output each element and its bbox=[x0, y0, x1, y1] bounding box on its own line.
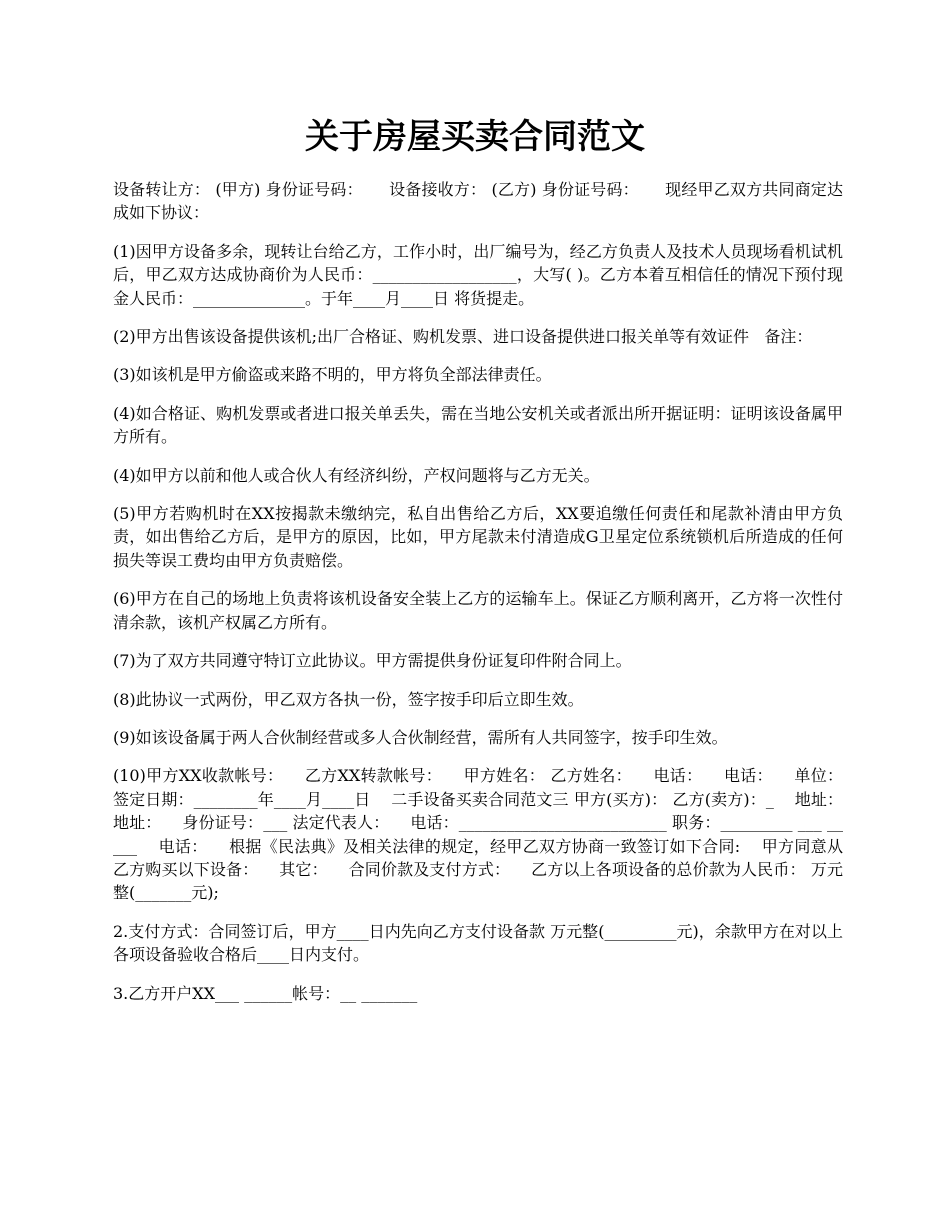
paragraph-clause-1: (1)因甲方设备多余，现转让台给乙方，工作小时，出厂编号为，经乙方负责人及技术人员现场看机试机后，甲乙双方达成协商价为人民币：__________________，大写( )。乙方本着互相信任的情况下预付现金人民币：______________。于年____月____日 将货提走。 bbox=[113, 241, 843, 308]
paragraph-payment-method: 2.支付方式：合同签订后，甲方____日内先向乙方支付设备款 万元整(_________元)，余款甲方在对以上各项设备验收合格后____日内支付。 bbox=[113, 921, 843, 965]
paragraph-bank-account: 3.乙方开户XX___ ______帐号：__ _______ bbox=[113, 983, 418, 1003]
paragraph-parties: 设备转让方： (甲方) 身份证号码： 设备接收方： (乙方) 身份证号码： 现经甲乙双方共同商定达成如下协议： bbox=[113, 180, 843, 223]
paragraph-clause-3: (3)如该机是甲方偷盗或来路不明的，甲方将负全部法律责任。 bbox=[113, 365, 552, 385]
paragraph-clause-9: (9)如该设备属于两人合伙制经营或多人合伙制经营，需所有人共同签字，按手印生效。 bbox=[113, 727, 728, 747]
paragraph-clause-7: (7)为了双方共同遵守特订立此协议。甲方需提供身份证复印件附合同上。 bbox=[113, 651, 632, 671]
document-body bbox=[113, 178, 864, 1020]
document-title: 关于房屋买卖合同范文 bbox=[305, 117, 645, 157]
paragraph-clause-8: (8)此协议一式两份，甲乙双方各执一份，签字按手印后立即生效。 bbox=[113, 689, 584, 709]
paragraph-clause-2: (2)甲方出售该设备提供该机;出厂合格证、购机发票、进口设备提供进口报关单等有效证件 备注： bbox=[113, 327, 813, 347]
paragraph-clause-5: (5)甲方若购机时在XX按揭款未缴纳完，私自出售给乙方后，XX要追缴任何责任和尾款补清由甲方负责，如出售给乙方后，是甲方的原因，比如，甲方尾款未付清造成G卫星定位系统锁机后所造成的任何损失等误工费均由甲方负责赔偿。 bbox=[113, 504, 843, 570]
paragraph-clause-4a: (4)如合格证、购机发票或者进口报关单丢失，需在当地公安机关或者派出所开据证明：证明该设备属甲方所有。 bbox=[113, 403, 843, 447]
paragraph-clause-10: (10)甲方XX收款帐号： 乙方XX转款帐号： 甲方姓名： 乙方姓名： 电话： 电话： 单位： 签定日期：________年____月____日 二手设备买卖合同范文三 甲方(买方)： 乙方(卖方)：_ 地址： 地址： 身份证号：___ 法定代表人： 电话：__________________________ 职务：_________ ___ _____ 电话： 根据《民法典》及相关法律的规定，经甲乙双方协商一致签订如下合同: 甲方同意从乙方购买以下设备： 其它： 合同价款及支付方式： 乙方以上各项设备的总价款为人民币： 万元整(_______元); bbox=[113, 766, 864, 903]
paragraph-clause-4b: (4)如甲方以前和他人或合伙人有经济纠纷，产权问题将与乙方无关。 bbox=[113, 465, 600, 485]
paragraph-clause-6: (6)甲方在自己的场地上负责将该机设备安全装上乙方的运输车上。保证乙方顺利离开，乙方将一次性付清余款，该机产权属乙方所有。 bbox=[113, 589, 843, 632]
